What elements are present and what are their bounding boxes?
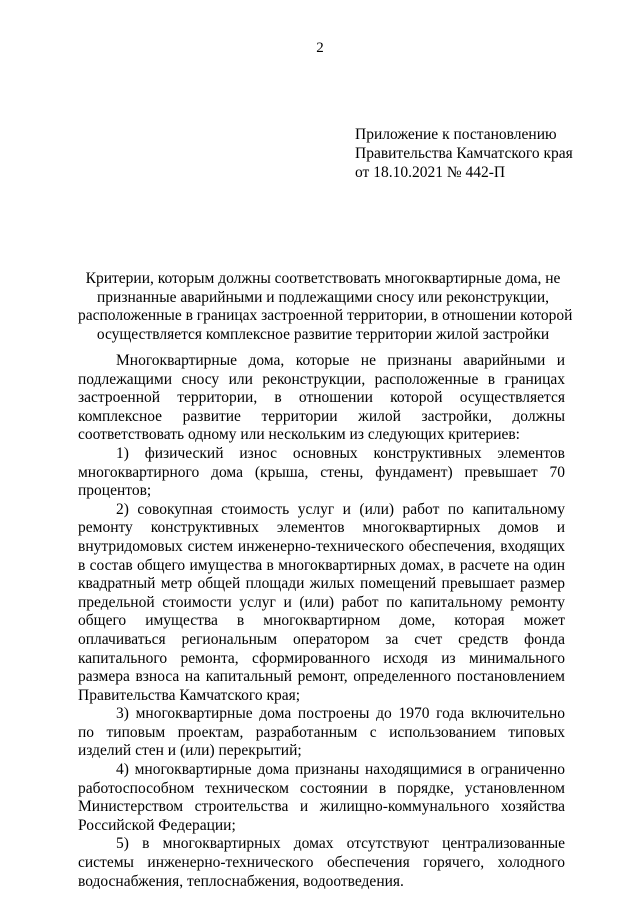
appendix-line: от 18.10.2021 № 442-П	[355, 164, 506, 181]
page-number: 2	[316, 40, 324, 56]
title-line: осуществляется комплексное развитие территории жилой застройки	[96, 325, 550, 343]
title-line: Критерии, которым должны соответствовать многоквартирные дома, не	[85, 270, 561, 287]
appendix-line: Приложение к постановлению	[355, 126, 557, 143]
appendix-header	[355, 125, 625, 182]
criterion-2: 2) совокупная стоимость услуг и (или) работ по капитальному ремонту конструктивных элементов многоквартирных домов и внутридомовых систем инженерно-технического обеспечения, входящих в состав общего имущества в многоквартирных домах, в расчете на один квадратный метр общей площади жилых помещений превышает размер предельной стоимости услуг и (или) работ по капитальному ремонту общего имущества в многоквартирном доме, которая может оплачиваться региональным оператором за счет средств фонда капитального ремонта, сформированного исходя из минимального размера взноса на капитальный ремонт, определенного постановлением Правительства Камчатского края;	[78, 500, 565, 704]
document-title	[78, 270, 573, 344]
criterion-4: 4) многоквартирные дома признаны находящимися в ограниченно работоспособном техническом состоянии в порядке, установленном Министерством строительства и жилищно-коммунального хозяйства Российской Федерации;	[78, 761, 565, 834]
document-body	[78, 352, 565, 891]
appendix-line: Правительства Камчатского края	[355, 145, 573, 162]
title-line: расположенные в границах застроенной территории, в отношении которой	[78, 307, 573, 324]
criterion-3: 3) многоквартирные дома построены до 1970 года включительно по типовым проектам, разработанным с использованием типовых изделий стен и (или) перекрытий;	[78, 705, 565, 760]
title-line: признанные аварийными и подлежащими сносу или реконструкции,	[96, 288, 550, 306]
criterion-1: 1) физический износ основных конструктивных элементов многоквартирного дома (крыша, стены, фундамент) превышает 70 процентов;	[78, 444, 565, 500]
intro-paragraph: Многоквартирные дома, которые не признаны аварийными и подлежащими сносу или реконструкции, расположенные в границах застроенной территории, в отношении которой осуществляется комплексное развитие территории жилой застройки, должны соответствовать одному или нескольким из следующих критериев:	[78, 352, 565, 444]
criterion-5: 5) в многоквартирных домах отсутствуют централизованные системы инженерно-технического обеспечения горячего, холодного водоснабжения, теплоснабжения, водоотведения.	[78, 835, 565, 890]
